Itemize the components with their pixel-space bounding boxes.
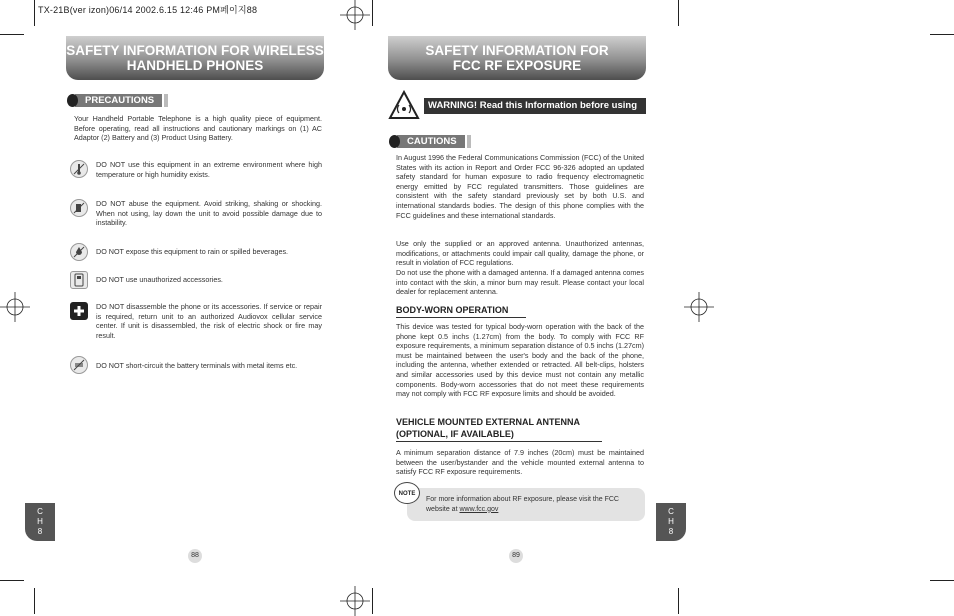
rain-warning-icon (70, 243, 88, 261)
crop-mark (372, 0, 373, 26)
precaution-item (70, 356, 322, 374)
vehicle-text: A minimum separation distance of 7.9 inches (20cm) must be maintained between the user/bystander and the vehicle mounted external antenna to satisfy FCC RF exposure requirements. (396, 448, 644, 477)
note-icon: NOTE (394, 482, 420, 504)
crop-mark (678, 588, 679, 614)
title-line: FCC RF EXPOSURE (452, 58, 582, 73)
registration-mark-icon (0, 292, 30, 322)
registration-mark-icon (340, 0, 370, 30)
section-label: PRECAUTIONS (75, 94, 162, 107)
crop-mark (34, 588, 35, 614)
crop-mark (930, 34, 954, 35)
crop-mark (0, 34, 24, 35)
crop-mark (0, 580, 24, 581)
precautions-intro: Your Handheld Portable Telephone is a high quality piece of equipment. Before operating, read all instructions and cautionary markings on (1) AC Adaptor (2) Battery and (3) Product Using Battery. (74, 114, 322, 143)
title-line: HANDHELD PHONES (126, 58, 264, 73)
repair-cross-icon (70, 302, 88, 320)
title-line: SAFETY INFORMATION FOR WIRELESS (66, 43, 324, 58)
chapter-tab-right: C H 8 (656, 503, 686, 541)
precaution-item (70, 243, 322, 261)
accessory-warning-icon (70, 271, 88, 289)
precaution-text: DO NOT abuse the equipment. Avoid striking, shaking or shocking. When not using, lay down the unit to avoid possible damage due to instability. (96, 199, 322, 228)
precaution-item (70, 199, 322, 228)
precaution-text: DO NOT use this equipment in an extreme environment where high temperature or high humidity exists. (96, 160, 322, 179)
cautions-label (389, 134, 471, 148)
precaution-text: DO NOT short-circuit the battery terminals with metal items etc. (96, 361, 298, 370)
warning-banner: WARNING! Read this Information before using (424, 98, 646, 114)
page-number-right: 89 (509, 549, 523, 563)
section-label: CAUTIONS (397, 135, 465, 148)
left-page-title (66, 36, 324, 80)
chapter-tab-left: C H 8 (25, 503, 55, 541)
bullet-dot-icon (389, 135, 400, 148)
precaution-item (70, 160, 322, 179)
drop-warning-icon (70, 199, 88, 217)
body-worn-text: This device was tested for typical body-worn operation with the back of the phone kept 0.5 inchs (1.27cm) from the body. To comply with FCC RF exposure requirements, a minimum separation distance of 0.5 inchs (1.27cm) must be maintained between the user's body and the back of the phone, including the antenna, whether extended or retracted. All belt-clips, holsters and similar accessories used by this device must not contain any metallic components. Body-worn accessories that do not meet these requirements may not comply with FCC RF exposure limits and should be avoided. (396, 322, 644, 399)
heading-underline (396, 317, 526, 318)
page-number-left: 88 (188, 549, 202, 563)
damaged-antenna-paragraph: Do not use the phone with a damaged antenna. If a damaged antenna comes into contact with the skin, a minor burn may result. Please contact your local dealer for replacement antenna. (396, 268, 644, 297)
precautions-label (67, 93, 168, 107)
registration-mark-icon (684, 292, 714, 322)
right-page-title (388, 36, 646, 80)
heat-warning-icon (70, 160, 88, 178)
print-slug: TX-21B(ver izon)06/14 2002.6.15 12:46 PM페이지88 (38, 5, 258, 15)
title-line: SAFETY INFORMATION FOR (425, 43, 609, 58)
precaution-text: DO NOT expose this equipment to rain or spilled beverages. (96, 247, 289, 256)
precaution-item (70, 271, 322, 289)
fcc-website-link[interactable]: www.fcc.gov (459, 505, 499, 513)
vehicle-heading: VEHICLE MOUNTED EXTERNAL ANTENNA (OPTIONAL, IF AVAILABLE) (396, 417, 581, 439)
crop-mark (34, 0, 35, 26)
heading-underline (396, 441, 602, 442)
precaution-text: DO NOT use unauthorized accessories. (96, 275, 223, 284)
crop-mark (678, 0, 679, 26)
registration-mark-icon (340, 586, 370, 616)
short-circuit-icon (70, 356, 88, 374)
note-text: For more information about RF exposure, please visit the FCC website at www.fcc.gov (426, 496, 619, 513)
fcc-paragraph: In August 1996 the Federal Communications Commission (FCC) of the United States with its action in Report and Order FCC 96-326 adopted an updated safety standard for human exposure to radio frequency electromagnetic energy emitted by FCC regulated transmitters. Those guidelines are consistent with the safety standard previously set by both U.S. and international standards bodies. The design of this phone complies with the FCC guidelines and these international standards. (396, 153, 644, 220)
crop-mark (372, 588, 373, 614)
body-worn-heading: BODY-WORN OPERATION (396, 305, 509, 315)
antenna-paragraph: Use only the supplied or an approved antenna. Unauthorized antennas, modifications, or attachments could impair call quality, damage the phone, or result in violation of FCC regulations. (396, 239, 644, 268)
precaution-item (70, 302, 322, 340)
bullet-dot-icon (67, 94, 78, 107)
crop-mark (930, 580, 954, 581)
precaution-text: DO NOT disassemble the phone or its accessories. If service or repair is required, return unit to an authorized Audiovox cellular service center. If unit is disassembled, the risk of electric shock or fire may result. (96, 302, 322, 340)
rf-warning-icon (388, 90, 420, 120)
